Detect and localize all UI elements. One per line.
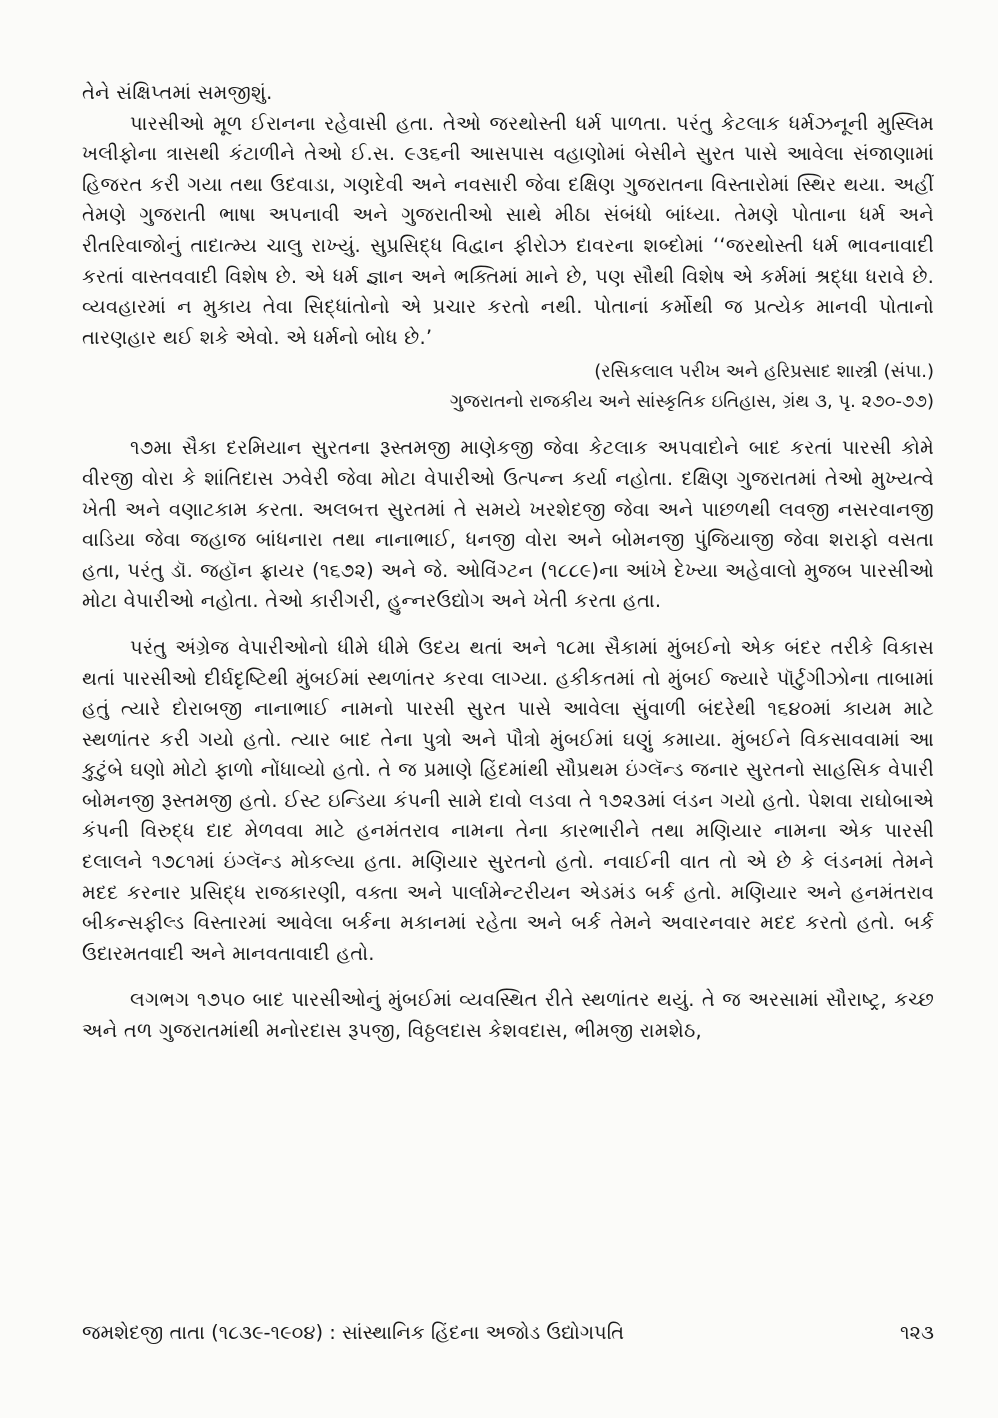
citation (82, 357, 934, 417)
paragraph-17th-century: ૧૭મા સૈકા દરમિયાન સુરતના રૂસ્તમજી માણેકજી જેવા કેટલાક અપવાદોને બાદ કરતાં પારસી કોમે વીરજી વોરા કે શાંતિદાસ ઝવેરી જેવા મોટા વેપારીઓ ઉત્પન્ન કર્યા નહોતા. દક્ષિણ ગુજરાતમાં તેઓ મુખ્યત્વે ખેતી અને વણાટકામ કરતા. અલબત્ત સુરતમાં તે સમયે ખરશેદજી જેવા અને પાછળથી લવજી નસરવાનજી વાડિયા જેવા જહાજ બાંધનારા તથા નાનાભાઈ, ધનજી વોરા અને બોમનજી પુંજિયાજી જેવા શરાફો વસતા હતા, પરંતુ ડૉ. જહૉન ફ્રાયર (૧૬૭૨) અને જે. ઓવિંગ્ટન (૧૮૮૯)ના આંખે દેખ્યા અહેવાલો મુજબ પારસીઓ મોટા વેપારીઓ નહોતા. તેઓ કારીગરી, હુન્નરઉદ્યોગ અને ખેતી કરતા હતા. (82, 436, 934, 613)
paragraph-parsi-origins: પારસીઓ મૂળ ઈરાનના રહેવાસી હતા. તેઓ જરથોસ્તી ધર્મ પાળતા. પરંતુ કેટલાક ધર્મઝનૂની મુસ્લિમ ખલીફોના ત્રાસથી કંટાળીને તેઓ ઈ.સ. ૯૩૬ની આસપાસ વહાણોમાં બેસીને સુરત પાસે આવેલા સંજાણામાં હિજરત કરી ગયા તથા ઉદવાડા, ગણદેવી અને નવસારી જેવા દક્ષિણ ગુજરાતના વિસ્તારોમાં સ્થિર થયા. અહીં તેમણે ગુજરાતી ભાષા અપનાવી અને ગુજરાતીઓ સાથે મીઠા સંબંધો બાંધ્યા. તેમણે પોતાના ધર્મ અને રીતરિવાજોનું તાદાત્મ્ય ચાલુ રાખ્યું. સુપ્રસિદ્ધ વિદ્વાન ફીરોઝ દાવરના શબ્દોમાં ‘‘જરથોસ્તી ધર્મ ભાવનાવાદી કરતાં વાસ્તવવાદી વિશેષ છે. એ ધર્મ જ્ઞાન અને ભક્તિમાં માને છે, પણ સૌથી વિશેષ એ કર્મમાં શ્રદ્ધા ધરાવે છે. વ્યવહારમાં ન મુકાય તેવા સિદ્ધાંતોનો એ પ્રચાર કરતો નથી. પોતાનાં કર્મોથી જ પ્રત્યેક માનવી પોતાનો તારણહાર થઈ શકે એવો. એ ધર્મનો બોધ છે.’ (82, 111, 934, 349)
paragraph-intro: તેને સંક્ષિપ્તમાં સમજીશું. (82, 81, 273, 104)
page-footer (82, 1318, 934, 1348)
page-number: ૧૨૩ (900, 1321, 934, 1344)
running-title: જમશેદજી તાતા (૧૮૩૯-૧૯૦૪) : સાંસ્થાનિક હિંદના અજોડ ઉદ્યોગપતિ (82, 1321, 625, 1344)
paragraph-migration-bombay: પરંતુ અંગ્રેજ વેપારીઓનો ધીમે ધીમે ઉદય થતાં અને ૧૮મા સૈકામાં મુંબઈનો એક બંદર તરીકે વિકાસ થતાં પારસીઓ દીર્ઘદૃષ્ટિથી મુંબઈમાં સ્થળાંતર કરવા લાગ્યા. હકીકતમાં તો મુંબઈ જ્યારે પૉર્ટુગીઝોના તાબામાં હતું ત્યારે દોરાબજી નાનાભાઈ નામનો પારસી સુરત પાસે આવેલા સુંવાળી બંદરેથી ૧૬૪૦માં કાયમ માટે સ્થળાંતર કરી ગયો હતો. ત્યાર બાદ તેના પુત્રો અને પૌત્રો મુંબઈમાં ઘણું કમાયા. મુંબઈને વિકસાવવામાં આ કુટુંબે ઘણો મોટો ફાળો નોંધાવ્યો હતો. તે જ પ્રમાણે હિંદમાંથી સૌપ્રથમ ઇંગ્લૅન્ડ જનાર સુરતનો સાહસિક વેપારી બોમનજી રૂસ્તમજી હતો. ઈસ્ટ ઇન્ડિયા કંપની સામે દાવો લડવા તે ૧૭૨૩માં લંડન ગયો હતો. પેશવા રાઘોબાએ કંપની વિરુદ્ધ દાદ મેળવવા માટે હનમંતરાવ નામના તેના કારભારીને તથા મણિયાર નામના એક પારસી દલાલને ૧૭૮૧માં ઇંગ્લૅન્ડ મોકલ્યા હતા. મણિયાર સુરતનો હતો. નવાઈની વાત તો એ છે કે લંડનમાં તેમને મદદ કરનાર પ્રસિદ્ધ રાજકારણી, વક્તા અને પાર્લામેન્ટરીયન એડમંડ બર્ક હતો. મણિયાર અને હનમંતરાવ બીકન્સફીલ્ડ વિસ્તારમાં આવેલા બર્કના મકાનમાં રહેતા અને બર્ક તેમને અવારનવાર મદદ કરતો હતો. બર્ક ઉદારમતવાદી અને માનવતાવાદી હતો. (82, 635, 934, 965)
paragraph-1750: લગભગ ૧૭૫૦ બાદ પારસીઓનું મુંબઈમાં વ્યવસ્થિત રીતે સ્થળાંતર થયું. તે જ અરસામાં સૌરાષ્ટ્ર, કચ્છ અને તળ ગુજરાતમાંથી મનોરદાસ રૂપજી, વિઠ્ઠલદાસ કેશવદાસ, ભીમજી રામશેઠ, (82, 988, 934, 1043)
citation-authors: (રસિકલાલ પરીખ અને હરિપ્રસાદ શાસ્ત્રી (સંપા.) (594, 361, 934, 383)
citation-source: ગુજરાતનો રાજકીય અને સાંસ્કૃતિક ઇતિહાસ, ગ્રંથ ૩, પૃ. ૨૭૦-૭૭) (449, 391, 934, 413)
page-body (82, 78, 934, 1047)
